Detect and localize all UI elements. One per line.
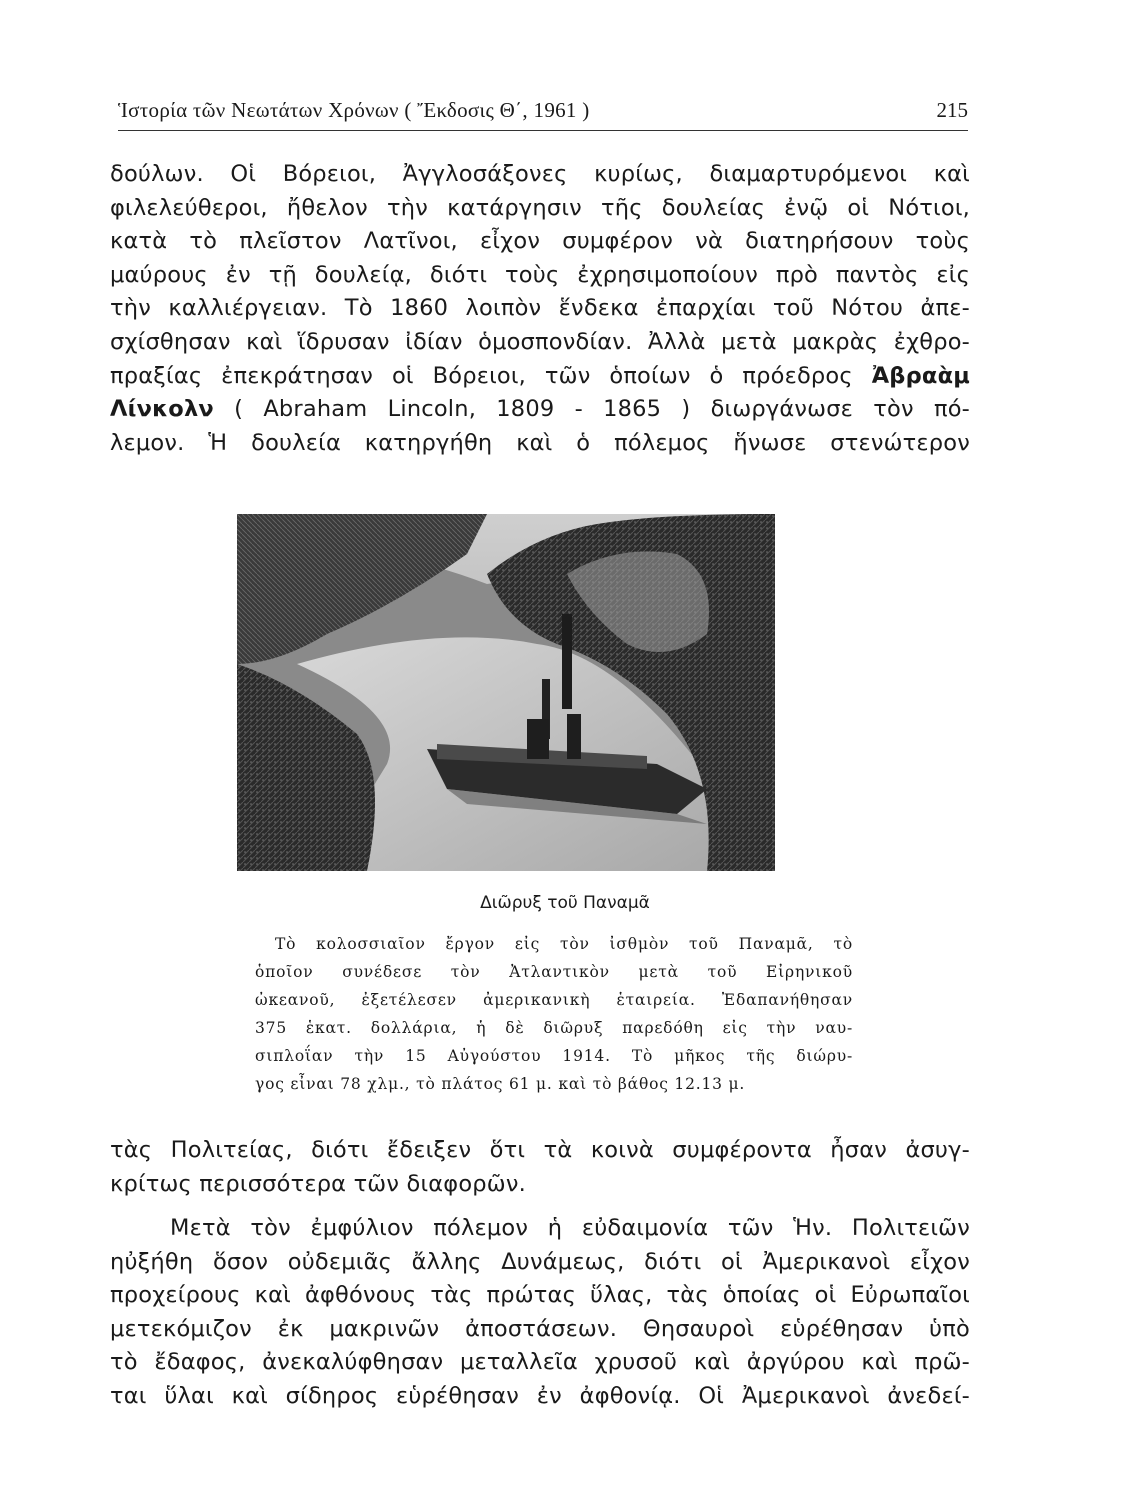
top-paragraph (110, 158, 970, 460)
text-line-with-name (110, 393, 970, 427)
bold-name-abraham: Ἀβραὰμ (871, 362, 970, 389)
page-number: 215 (936, 98, 968, 122)
text-line: σχίσθησαν καὶ ἵδρυσαν ἰδίαν ὁμοσπονδίαν. Ἀλλὰ μετὰ μακρὰς ἐχθρο- (110, 328, 970, 355)
text-line: κρίτως περισσότερα τῶν διαφορῶν. (110, 1170, 526, 1197)
text-line-with-name (110, 360, 970, 394)
bold-name-lincoln: Λίνκολν (110, 396, 214, 423)
text-line: μετεκόμιζον ἐκ μακρινῶν ἀποστάσεων. Θησαυροὶ εὑρέθησαν ὑπὸ (110, 1315, 970, 1342)
text-line: ται ὕλαι καὶ σίδηρος εὑρέθησαν ἐν ἀφθονίᾳ. Οἱ Ἀμερικανοὶ ἀνεδεί- (110, 1382, 970, 1409)
running-head-title: Ἱστορία τῶν Νεωτάτων Χρόνων ( Ἔκδοσις Θ΄, 1961 ) (118, 98, 590, 122)
caption-line: ὁποῖον συνέδεσε τὸν Ἀτλαντικὸν μετὰ τοῦ Εἰρηνικοῦ (255, 963, 853, 981)
bottom-paragraph (110, 1212, 970, 1414)
text-line: δούλων. Οἱ Βόρειοι, Ἀγγλοσάξονες κυρίως, διαμαρτυρόμενοι καὶ (110, 161, 970, 187)
text-line: Μετὰ τὸν ἐμφύλιον πόλεμον ἡ εὐδαιμονία τῶν Ἡν. Πολιτειῶν (170, 1215, 970, 1241)
text-line: τὰς Πολιτείας, διότι ἔδειξεν ὅτι τὰ κοινὰ συμφέροντα ἦσαν ἀσυγ- (110, 1137, 970, 1163)
bottom-paragraph-continuation (110, 1134, 970, 1201)
text-line: ηὐξήθη ὅσον οὐδεμιᾶς ἄλλης Δυνάμεως, διότι οἱ Ἀμερικανοὶ εἶχον (110, 1248, 970, 1275)
text-line-lead: πραξίας ἐπεκράτησαν οἱ Βόρειοι, τῶν ὁποίων ὁ πρόεδρος (110, 362, 853, 389)
text-line: προχείρους καὶ ἀφθόνους τὰς πρώτας ὕλας, τὰς ὁποίας οἱ Εὐρωπαῖοι (110, 1282, 970, 1309)
caption-line: ὠκεανοῦ, ἐξετέλεσεν ἀμερικανικὴ ἑταιρεία. Ἐδαπανήθησαν (255, 991, 853, 1009)
text-line-rest: ( Abraham Lincoln, 1809 - 1865 ) διωργάνωσε τὸν πό- (234, 396, 970, 423)
text-line: κατὰ τὸ πλεῖστον Λατῖνοι, εἶχον συμφέρον νὰ διατηρήσουν τοὺς (110, 228, 970, 255)
panama-canal-photo (237, 514, 775, 871)
text-line: μαύρους ἐν τῇ δουλείᾳ, διότι τοὺς ἐχρησιμοποίουν πρὸ παντὸς εἰς (110, 261, 970, 288)
panama-canal-illustration (237, 514, 775, 871)
text-line: φιλελεύθεροι, ἤθελον τὴν κατάργησιν τῆς δουλείας ἐνῷ οἱ Νότιοι, (110, 194, 970, 221)
caption-line: 375 ἑκατ. δολλάρια, ἡ δὲ διῶρυξ παρεδόθη εἰς τὴν ναυ- (255, 1019, 853, 1037)
figure-caption (255, 930, 853, 1098)
caption-line: σιπλοΐαν τὴν 15 Αὐγούστου 1914. Τὸ μῆκος τῆς διώρυ- (255, 1047, 853, 1065)
text-line: λεμον. Ἡ δουλεία κατηργήθη καὶ ὁ πόλεμος ἥνωσε στενώτερον (110, 429, 970, 456)
caption-line: Τὸ κολοσσιαῖον ἔργον εἰς τὸν ἰσθμὸν τοῦ Παναμᾶ, τὸ (275, 935, 853, 953)
caption-line: γος εἶναι 78 χλμ., τὸ πλάτος 61 μ. καὶ τὸ βάθος 12.13 μ. (255, 1075, 746, 1093)
figure-title: Διῶρυξ τοῦ Παναμᾶ (480, 893, 650, 913)
running-head (118, 96, 968, 131)
text-line: τὸ ἔδαφος, ἀνεκαλύφθησαν μεταλλεῖα χρυσοῦ καὶ ἀργύρου καὶ πρῶ- (110, 1349, 970, 1376)
text-line: τὴν καλλιέργειαν. Τὸ 1860 λοιπὸν ἕνδεκα ἐπαρχίαι τοῦ Νότου ἀπε- (110, 295, 970, 322)
